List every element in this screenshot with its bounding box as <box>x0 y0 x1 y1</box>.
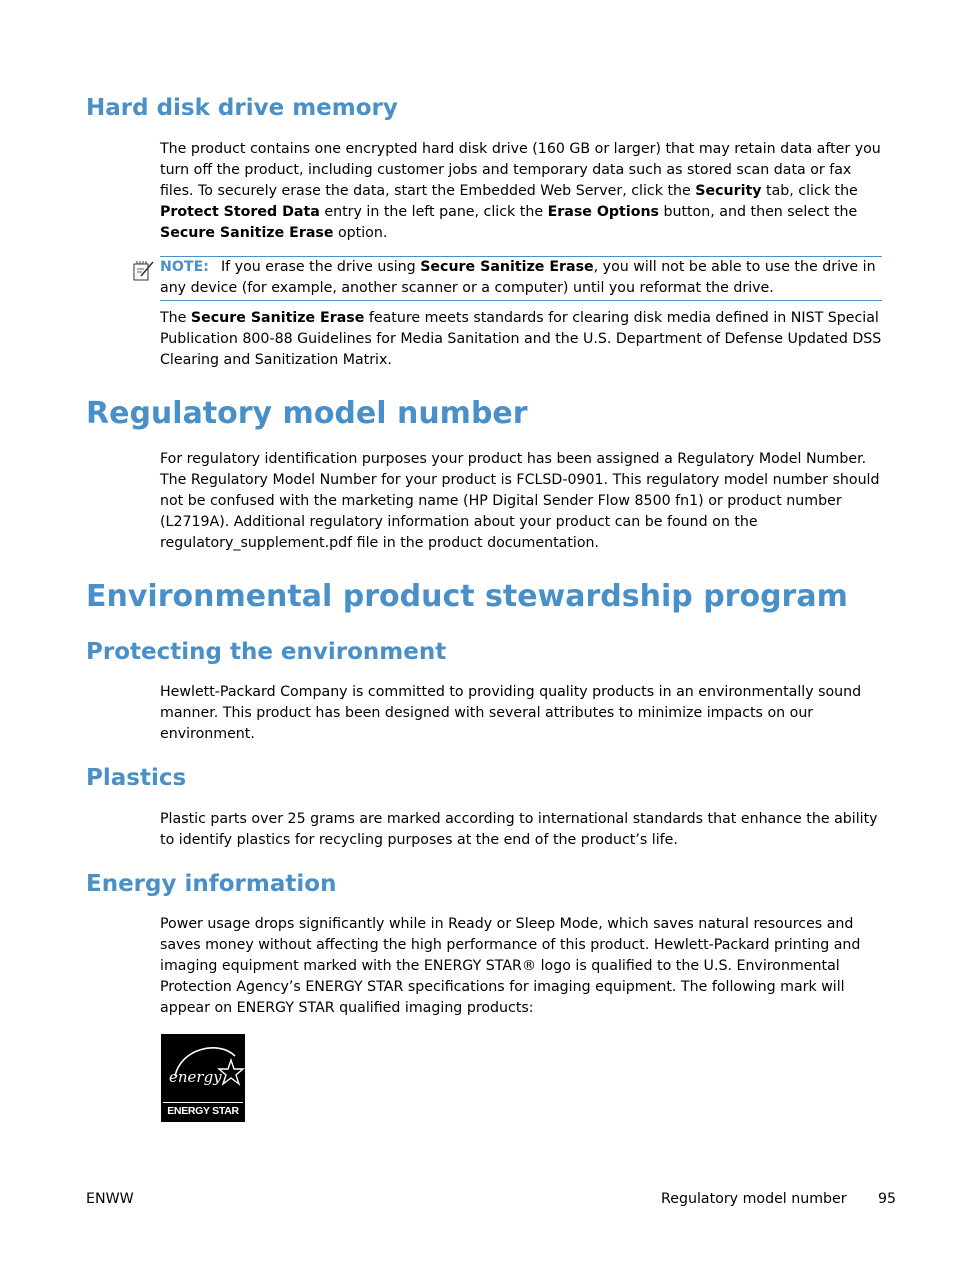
note-label: NOTE: <box>160 259 209 275</box>
paragraph-regulatory: For regulatory identification purposes your product has been assigned a Regulatory Model Number. The Regulatory Model Number for your product is FCLSD-0901. This regulatory model number should not be confused with the marketing name (HP Digital Sender Flow 8500 fn1) or product number (L2719A). Additional regulatory information about your product can be found on the regulatory_supplement.pdf file in the product documentation. <box>160 451 880 551</box>
note-icon <box>133 259 155 281</box>
paragraph-plastics: Plastic parts over 25 grams are marked according to international standards that enhance the ability to identify plastics for recycling purposes at the end of the product’s life. <box>160 811 878 848</box>
energy-script: energy <box>169 1068 222 1086</box>
paragraph-protecting-environment: Hewlett-Packard Company is committed to providing quality products in an environmentally sound manner. This product has been designed with several attributes to minimize impacts on our environment. <box>160 684 862 742</box>
note-text: NOTE: If you erase the drive using Secure Sanitize Erase, you will not be able to use the drive in any device (for example, another scanner or a computer) until you reformat the drive. <box>160 259 876 296</box>
heading-plastics: Plastics <box>86 765 187 791</box>
heading-regulatory-model-number: Regulatory model number <box>86 396 528 431</box>
energy-star-logo <box>161 1034 245 1122</box>
paragraph-hdd-description: The product contains one encrypted hard disk drive (160 GB or larger) that may retain data after you turn off the product, including customer jobs and temporary data such as stored scan data or fax files. To securely erase the data, start the Embedded Web Server, click the Security tab, click the Protect Stored Data entry in the left pane, click the Erase Options button, and then select the Secure Sanitize Erase option. <box>160 141 881 241</box>
footer-page-number: 95 <box>878 1191 897 1207</box>
heading-environmental-program: Environmental product stewardship program <box>86 579 848 614</box>
energy-star-icon <box>161 1034 245 1102</box>
paragraph-energy-information: Power usage drops significantly while in Ready or Sleep Mode, which saves natural resources and saves money without affecting the high performance of this product. Hewlett-Packard printing and imaging equipment marked with the ENERGY STAR® logo is qualified to the U.S. Environmental Protection Agency’s ENERGY STAR specifications for imaging equipment. The following mark will appear on ENERGY STAR qualified imaging products: <box>160 916 861 1016</box>
heading-hard-disk-drive-memory: Hard disk drive memory <box>86 95 398 121</box>
footer-section-title: Regulatory model number <box>661 1191 847 1207</box>
energy-star-caption: ENERGY STAR <box>163 1102 243 1120</box>
paragraph-sanitize-standards: The Secure Sanitize Erase feature meets standards for clearing disk media defined in NIST Special Publication 800-88 Guidelines for Media Sanitation and the U.S. Department of Defense Updated DSS Clearing and Sanitization Matrix. <box>160 310 882 368</box>
heading-energy-information: Energy information <box>86 871 337 897</box>
footer-left: ENWW <box>86 1191 134 1207</box>
note-box <box>160 256 882 301</box>
heading-protecting-environment: Protecting the environment <box>86 639 447 665</box>
